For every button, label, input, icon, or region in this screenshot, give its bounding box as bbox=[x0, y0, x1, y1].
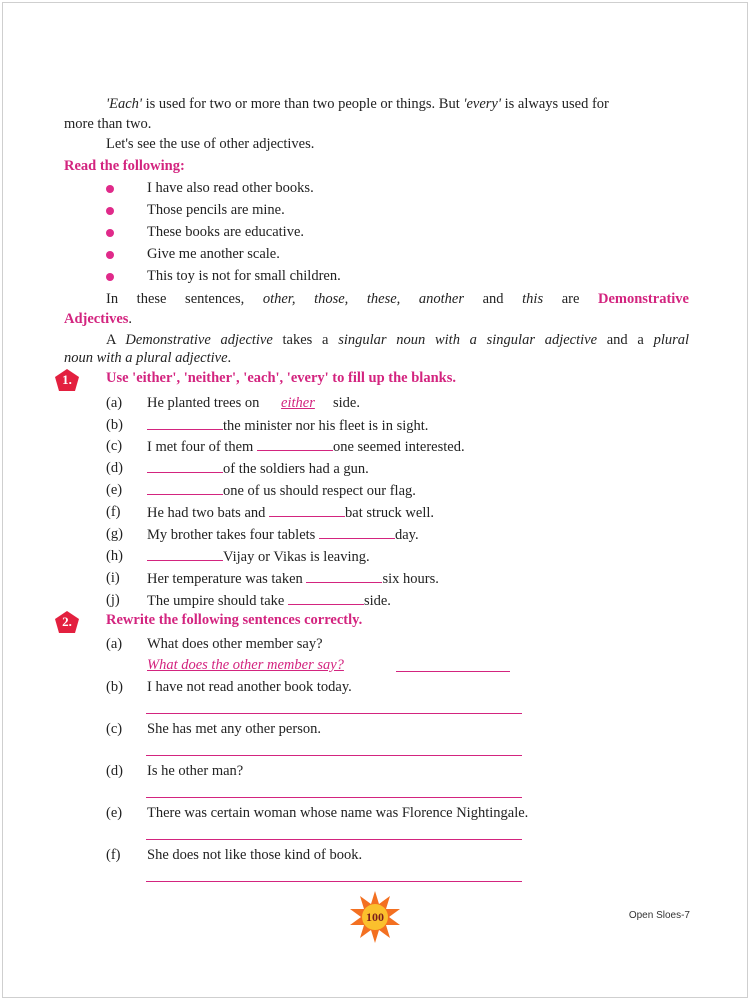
exercise-1-item-a: He planted trees on either side. bbox=[147, 395, 360, 411]
item-label: (f) bbox=[106, 847, 121, 863]
item-label: (d) bbox=[106, 763, 123, 779]
exercise-1-item-b: the minister nor his fleet is in sight. bbox=[147, 415, 428, 436]
blank-line[interactable] bbox=[147, 415, 223, 430]
answer-line[interactable] bbox=[146, 713, 522, 714]
exercise-2-item-e: There was certain woman whose name was Florence Nightingale. bbox=[147, 805, 529, 821]
blank-line[interactable] bbox=[147, 480, 223, 495]
exercise-2-item-c: She has met any other person. bbox=[147, 721, 321, 737]
exercise-2-item-f: She does not like those kind of book. bbox=[147, 847, 363, 863]
intro-line-1: 'Each' is used for two or more than two people or things. But 'every' is always used for bbox=[106, 96, 609, 112]
item-label: (j) bbox=[106, 592, 120, 608]
item-label: (a) bbox=[106, 395, 123, 411]
item-label: (a) bbox=[106, 636, 123, 652]
blank-line[interactable] bbox=[147, 546, 223, 561]
exercise-1-item-g: My brother takes four tablets day. bbox=[147, 524, 419, 545]
list-item: Give me another scale. bbox=[147, 246, 280, 262]
intro-line-2: more than two. bbox=[64, 116, 152, 132]
blank-line[interactable] bbox=[319, 524, 395, 539]
list-item: This toy is not for small children. bbox=[147, 268, 341, 284]
item-label: (c) bbox=[106, 438, 123, 454]
item-label: (e) bbox=[106, 482, 123, 498]
footer-book-title: Open Sloes-7 bbox=[628, 910, 690, 921]
answer-text: either bbox=[281, 395, 315, 411]
answer-line[interactable] bbox=[146, 797, 522, 798]
answer-line[interactable] bbox=[146, 755, 522, 756]
exercise-1-item-d: of the soldiers had a gun. bbox=[147, 458, 369, 479]
item-label: (g) bbox=[106, 526, 123, 542]
demonstrative-line-1: In these sentences, other, those, these, another and this are Demonstrative bbox=[106, 291, 689, 307]
exercise-2-item-d: Is he other man? bbox=[147, 763, 244, 779]
bullet-dot bbox=[106, 251, 114, 259]
bullet-dot bbox=[106, 185, 114, 193]
list-item: Those pencils are mine. bbox=[147, 202, 285, 218]
blank-line[interactable] bbox=[288, 590, 364, 605]
answer-line[interactable] bbox=[146, 881, 522, 882]
bullet-dot bbox=[106, 207, 114, 215]
blank-line[interactable] bbox=[257, 436, 333, 451]
demonstrative-line-2: Adjectives. bbox=[64, 311, 133, 327]
item-label: (f) bbox=[106, 504, 121, 520]
list-item: These books are educative. bbox=[147, 224, 305, 240]
exercise-2-item-b: I have not read another book today. bbox=[147, 679, 352, 695]
rule-line-1: A Demonstrative adjective takes a singular noun with a singular adjective and a plural bbox=[106, 332, 690, 348]
item-label: (c) bbox=[106, 721, 123, 737]
blank-line[interactable] bbox=[269, 502, 345, 517]
item-label: (d) bbox=[106, 460, 123, 476]
item-label: (h) bbox=[106, 548, 123, 564]
item-label: (b) bbox=[106, 679, 123, 695]
rule-line-2: noun with a plural adjective. bbox=[64, 350, 232, 366]
exercise-2-number: 2. bbox=[62, 614, 72, 629]
exercise-1-item-h: Vijay or Vikas is leaving. bbox=[147, 546, 370, 567]
exercise-1-item-e: one of us should respect our flag. bbox=[147, 480, 416, 501]
answer-line[interactable] bbox=[146, 839, 522, 840]
exercise-1-title: Use 'either', 'neither', 'each', 'every' to fill up the blanks. bbox=[106, 370, 456, 386]
item-label: (b) bbox=[106, 417, 123, 433]
exercise-2-title: Rewrite the following sentences correctly. bbox=[106, 612, 363, 628]
item-label: (i) bbox=[106, 570, 120, 586]
page-number: 100 bbox=[366, 910, 384, 924]
answer-text: What does the other member say? bbox=[147, 657, 344, 673]
blank-line[interactable] bbox=[147, 458, 223, 473]
blank-line[interactable] bbox=[306, 568, 382, 583]
exercise-1-item-c: I met four of them one seemed interested. bbox=[147, 436, 465, 457]
exercise-1-item-f: He had two bats and bat struck well. bbox=[147, 502, 434, 523]
list-item: I have also read other books. bbox=[147, 180, 314, 196]
item-label: (e) bbox=[106, 805, 123, 821]
read-heading: Read the following: bbox=[64, 158, 185, 174]
answer-line[interactable] bbox=[396, 671, 510, 672]
exercise-1-item-i: Her temperature was taken six hours. bbox=[147, 568, 439, 589]
exercise-1-item-j: The umpire should take side. bbox=[147, 590, 391, 611]
exercise-1-number: 1. bbox=[62, 372, 72, 387]
bullet-dot bbox=[106, 273, 114, 281]
intro-line-3: Let's see the use of other adjectives. bbox=[106, 136, 315, 152]
exercise-2-item-a: What does other member say? bbox=[147, 636, 323, 652]
bullet-dot bbox=[106, 229, 114, 237]
